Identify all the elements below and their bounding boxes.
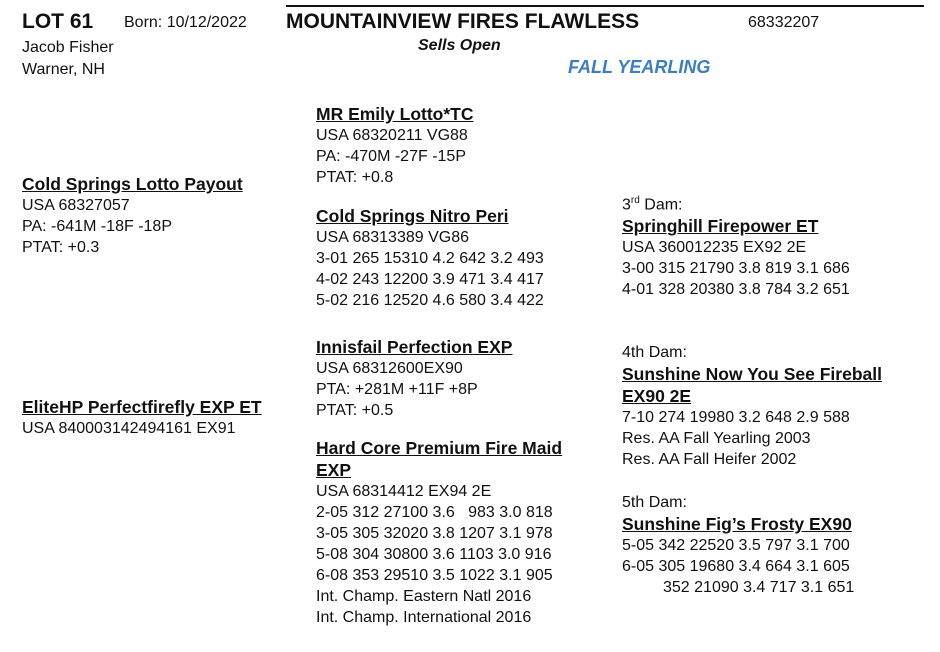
breeder-info <box>22 37 114 81</box>
dam-dam-name-cont: EXP <box>316 460 352 480</box>
sire-line: PTAT: +0.3 <box>22 239 100 256</box>
dam-name: EliteHP Perfectfirefly EXP ET <box>22 397 262 417</box>
fourth-dam-record: 7-10 274 19980 3.2 648 2.9 588 <box>622 409 850 426</box>
sire-sire-line: USA 68320211 VG88 <box>316 127 468 144</box>
fourth-dam-award: Res. AA Fall Heifer 2002 <box>622 451 797 468</box>
fifth-dam-record: 5-05 342 22520 3.5 797 3.1 700 <box>622 537 850 554</box>
dam-dam-block <box>316 437 562 628</box>
third-dam-label: 3rd Dam: <box>622 195 683 214</box>
fifth-dam-record: 352 21090 3.4 717 3.1 651 <box>663 579 855 596</box>
dam-dam-record: 3-05 305 32020 3.8 1207 3.1 978 <box>316 525 553 542</box>
dam-line: USA 840003142494161 EX91 <box>22 420 236 437</box>
lot-number: LOT 61 <box>22 10 94 33</box>
third-dam-record: 3-00 315 21790 3.8 819 3.1 686 <box>622 260 850 278</box>
fifth-dam-label: 5th Dam: <box>622 494 687 511</box>
header-rule <box>286 5 924 7</box>
sire-name: Cold Springs Lotto Payout <box>22 174 243 194</box>
sire-sire-name: MR Emily Lotto*TC <box>316 104 474 124</box>
dam-dam-award: Int. Champ. Eastern Natl 2016 <box>316 588 532 605</box>
dam-dam-line: USA 68314412 EX94 2E <box>316 483 492 500</box>
sire-dam-record: 3-01 265 15310 4.2 642 3.2 493 <box>316 250 544 267</box>
sire-dam-block <box>316 205 544 311</box>
breeder-location: Warner, NH <box>22 61 105 78</box>
sire-sire-line: PA: -470M -27F -15P <box>316 148 466 165</box>
third-dam-line: USA 360012235 EX92 2E <box>622 239 807 257</box>
fifth-dam-block <box>622 492 854 598</box>
sire-dam-line: USA 68313389 VG86 <box>316 229 470 246</box>
registration-number: 68332207 <box>748 14 820 31</box>
sire-sire-block <box>316 103 474 188</box>
fourth-dam-block <box>622 342 882 470</box>
animal-name-title: MOUNTAINVIEW FIRES FLAWLESS <box>286 10 640 33</box>
sire-sire-line: PTAT: +0.8 <box>316 169 394 186</box>
third-dam-record: 4-01 328 20380 3.8 784 3.2 651 <box>622 281 850 299</box>
dam-sire-line: PTA: +281M +11F +8P <box>316 381 478 398</box>
dam-dam-name: Hard Core Premium Fire Maid <box>316 438 563 458</box>
dam-block <box>22 396 262 439</box>
dam-dam-award: Int. Champ. International 2016 <box>316 609 532 626</box>
fifth-dam-record: 6-05 305 19680 3.4 664 3.1 605 <box>622 558 850 575</box>
sire-dam-name: Cold Springs Nitro Peri <box>316 206 509 226</box>
sire-line: PA: -641M -18F -18P <box>22 218 172 235</box>
sire-dam-record: 5-02 216 12520 4.6 580 3.4 422 <box>316 292 544 309</box>
dam-sire-name: Innisfail Perfection EXP <box>316 337 513 357</box>
sire-dam-record: 4-02 243 12200 3.9 471 3.4 417 <box>316 271 544 288</box>
sire-line: USA 68327057 <box>22 197 130 214</box>
fourth-dam-award: Res. AA Fall Yearling 2003 <box>622 430 811 447</box>
fourth-dam-name: Sunshine Now You See Fireball <box>622 364 882 384</box>
fourth-dam-label: 4th Dam: <box>622 344 687 361</box>
dam-sire-line: USA 68312600EX90 <box>316 360 463 377</box>
fifth-dam-name: Sunshine Fig’s Frosty EX90 <box>622 514 852 534</box>
breeder-name: Jacob Fisher <box>22 39 114 56</box>
third-dam-block <box>622 190 850 300</box>
dam-dam-record: 5-08 304 30800 3.6 1103 3.0 916 <box>316 546 552 563</box>
sire-block <box>22 173 243 258</box>
fourth-dam-name-cont: EX90 2E <box>622 386 692 406</box>
dam-sire-line: PTAT: +0.5 <box>316 402 394 419</box>
class-note: FALL YEARLING <box>568 57 711 77</box>
third-dam-name: Springhill Firepower ET <box>622 216 819 237</box>
dam-dam-record: 6-08 353 29510 3.5 1022 3.1 905 <box>316 567 553 584</box>
birth-date: Born: 10/12/2022 <box>124 14 247 31</box>
dam-dam-record: 2-05 312 27100 3.6 983 3.0 818 <box>316 504 553 521</box>
dam-sire-block <box>316 336 512 421</box>
sale-note: Sells Open <box>418 37 501 54</box>
